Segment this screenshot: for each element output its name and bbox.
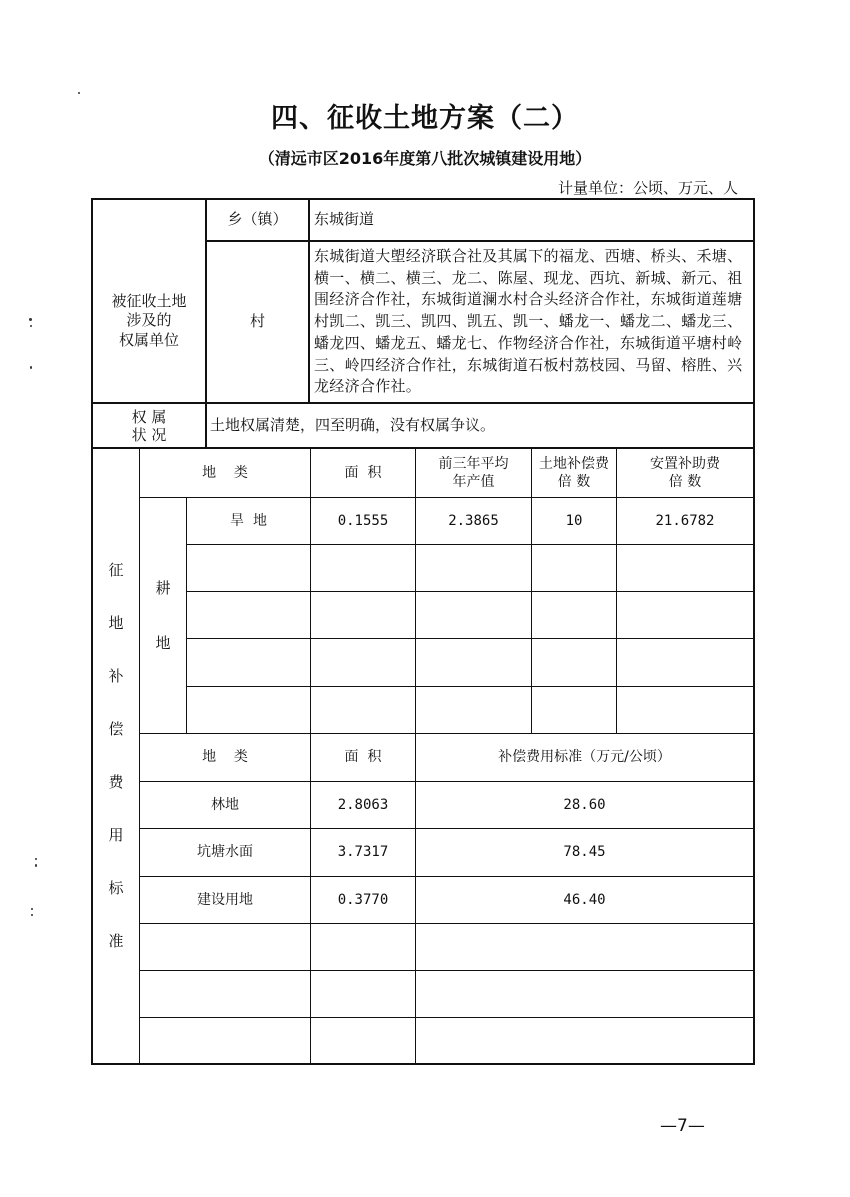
- cell-area: 2.8063: [337, 796, 389, 813]
- cell-area: 3.7317: [337, 844, 389, 861]
- cell-land-type: 坑塘水面: [197, 844, 253, 861]
- side-label-char: 补: [108, 667, 124, 685]
- table-line: [186, 638, 754, 639]
- cell-area: 0.3770: [337, 891, 389, 908]
- header2-standard: 补偿费用标准（万元/公顷）: [498, 749, 671, 766]
- scan-speck: [31, 908, 33, 910]
- cell-land-type: 建设用地: [197, 891, 253, 908]
- farmland-label-char: 地: [155, 633, 171, 652]
- table-line: [139, 923, 754, 924]
- header-resettle-multiple: 安置补助费 倍 数: [650, 455, 720, 490]
- ownership-status-value: 土地权属清楚，四至明确，没有权属争议。: [210, 415, 496, 434]
- side-label-char: 标: [108, 879, 124, 897]
- table-border-bottom: [91, 1063, 755, 1065]
- scan-speck: [31, 914, 33, 916]
- header-avg-output: 前三年平均 年产值: [438, 455, 509, 490]
- document-title: 四、征收土地方案（二）: [271, 103, 579, 134]
- compensation-side-label: [93, 449, 139, 1063]
- township-value: 东城街道: [314, 210, 375, 229]
- cell-land-multiple: 10: [565, 512, 583, 529]
- cell-standard: 46.40: [563, 891, 606, 908]
- header-area: 面 积: [344, 464, 382, 481]
- document-subtitle: （清远市区2016年度第八批次城镇建设用地）: [258, 149, 592, 168]
- scan-speck: [35, 858, 37, 860]
- ownership-label: 被征收土地 涉及的 权属单位: [111, 291, 187, 349]
- table-line: [186, 544, 754, 545]
- table-border-right: [753, 198, 755, 1065]
- village-value: 东城街道大塱经济联合社及其属下的福龙、西塘、桥头、禾塘、横一、横二、横三、龙二、陈屋、现龙、西坑、新城、新元、祖围经济合作社，东城街道澜水村合头经济合作社，东城街道莲塘村凯二、凯三、凯四、凯五、凯一、蟠龙一、蟠龙二、蟠龙三、蟠龙四、蟠龙五、蟠龙七、作物经济合作社，东城街道平塘村岭三、岭四经济合作社，东城街道石板村荔枝园、马留、榕胜、兴龙经济合作社。: [314, 246, 743, 396]
- table-line: [139, 970, 754, 971]
- header-land-type: 地 类: [202, 464, 248, 481]
- scan-speck: [78, 92, 80, 94]
- scan-speck: [35, 864, 37, 867]
- scan-speck: [30, 366, 32, 369]
- cell-land-type: 旱 地: [230, 512, 267, 529]
- scan-speck: [29, 318, 32, 321]
- farmland-label-char: 耕: [155, 578, 171, 597]
- side-label-char: 地: [108, 614, 124, 632]
- side-label-char: 征: [108, 561, 124, 579]
- table-line: [186, 686, 754, 687]
- ownership-status-label: 权 属 状 况: [131, 407, 167, 444]
- cell-standard: 28.60: [563, 796, 606, 813]
- township-label: 乡（镇）: [227, 210, 288, 229]
- side-label-char: 准: [108, 932, 124, 950]
- cell-resettle-multiple: 21.6782: [655, 512, 715, 529]
- header2-land-type: 地 类: [202, 749, 248, 766]
- measurement-unit: 计量单位：公顷、万元、人: [557, 179, 738, 197]
- table-line: [139, 1017, 754, 1018]
- cell-standard: 78.45: [563, 844, 606, 861]
- page-number: —7—: [660, 1116, 705, 1136]
- header-land-multiple: 土地补偿费 倍 数: [539, 455, 609, 490]
- cell-land-type: 林地: [211, 796, 239, 813]
- side-label-char: 用: [108, 826, 124, 844]
- header2-area: 面 积: [344, 749, 382, 766]
- village-label: 村: [249, 312, 265, 331]
- scan-speck: [30, 325, 32, 327]
- farmland-label: [140, 498, 186, 733]
- cell-area: 0.1555: [337, 512, 389, 529]
- table-line: [186, 591, 754, 592]
- side-label-char: 费: [108, 773, 124, 791]
- side-label-char: 偿: [108, 720, 124, 738]
- cell-avg-output: 2.3865: [448, 512, 499, 529]
